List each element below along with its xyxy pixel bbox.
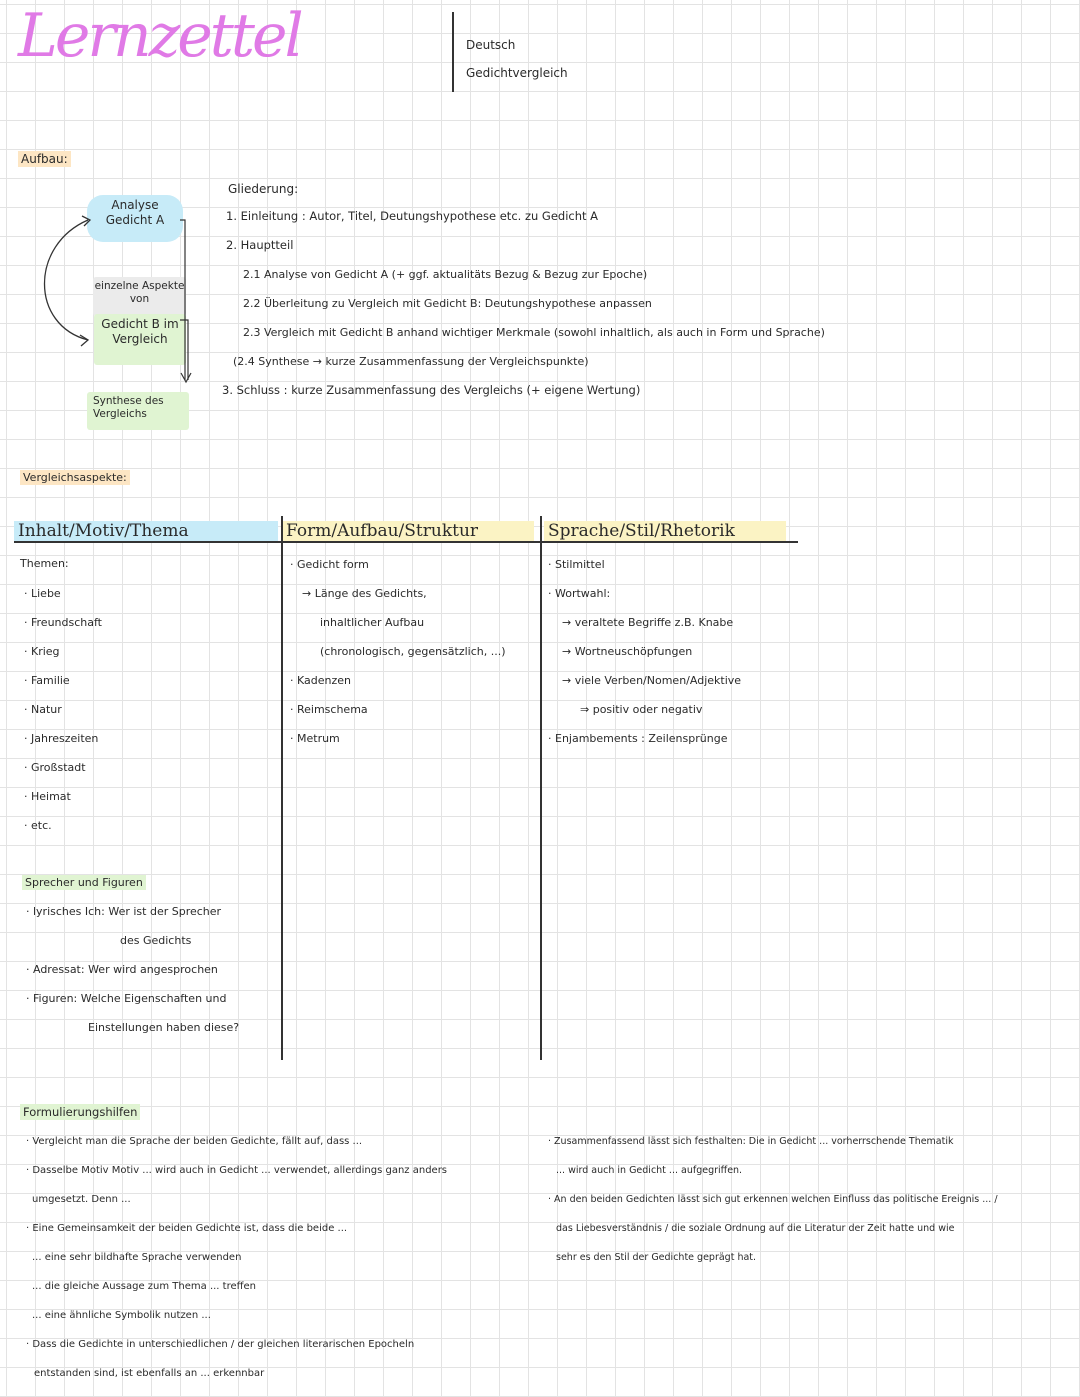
column-divider-2: [540, 516, 542, 1060]
formulierung-right-line: sehr es den Stil der Gedichte geprägt hat.: [556, 1252, 757, 1263]
down-arrow-head: [181, 373, 191, 382]
thema-item: · Familie: [24, 674, 70, 687]
formulierung-left-line: umgesetzt. Denn ...: [32, 1194, 131, 1205]
down-arrow-2: [180, 320, 188, 380]
sprecher-item: · Adressat: Wer wird angesprochen: [26, 963, 218, 976]
thema-item: · Heimat: [24, 790, 71, 803]
sprecher-label: Sprecher und Figuren: [22, 875, 146, 890]
formulierung-right-line: das Liebesverständnis / die soziale Ordnung auf die Literatur der Zeit hatte und wie: [556, 1223, 955, 1234]
formulierung-right-line: ... wird auch in Gedicht ... aufgegriffen.: [556, 1165, 743, 1176]
form-item: (chronologisch, gegensätzlich, ...): [320, 645, 506, 658]
diagram-box-aspekte-text: einzelne Aspekte von: [94, 280, 185, 306]
thema-item: · Freundschaft: [24, 616, 102, 629]
sprecher-item: Einstellungen haben diese?: [88, 1021, 240, 1034]
col-header-form: Form/Aufbau/Struktur: [282, 521, 534, 541]
sprecher-item: des Gedichts: [120, 934, 192, 947]
thema-item: · Natur: [24, 703, 62, 716]
thema-item: · etc.: [24, 819, 52, 832]
formulierung-left-line: · Vergleicht man die Sprache der beiden Gedichte, fällt auf, dass ...: [26, 1136, 363, 1147]
col-header-sprache: Sprache/Stil/Rhetorik: [544, 521, 786, 541]
thema-item: · Großstadt: [24, 761, 86, 774]
page-title: Lernzettel: [18, 1, 301, 71]
themen-label: Themen:: [20, 557, 69, 570]
gliederung-line-7: 3. Schluss : kurze Zusammenfassung des Vergleichs (+ eigene Wertung): [222, 383, 641, 397]
col-header-inhalt: Inhalt/Motiv/Thema: [14, 521, 278, 541]
sprache-item: · Stilmittel: [548, 558, 605, 571]
gliederung-line-2: 2. Hauptteil: [226, 238, 294, 252]
thema-item: · Jahreszeiten: [24, 732, 99, 745]
gliederung-line-6: (2.4 Synthese → kurze Zusammenfassung der Vergleichspunkte): [233, 355, 589, 368]
loop-arrow: [45, 220, 89, 340]
loop-arrow-head-bottom: [80, 335, 88, 346]
formulierung-left-line: ... eine sehr bildhafte Sprache verwenden: [32, 1252, 242, 1263]
sprecher-item: · Figuren: Welche Eigenschaften und: [26, 992, 227, 1005]
formulierung-left-line: ... eine ähnliche Symbolik nutzen ...: [32, 1310, 211, 1321]
diagram-box-analyse-text: Analyse Gedicht A: [105, 198, 165, 227]
vergleich-label: Vergleichsaspekte:: [20, 470, 130, 485]
form-item: · Metrum: [290, 732, 340, 745]
formulierung-left-line: entstanden sind, ist ebenfalls an ... erkennbar: [34, 1368, 265, 1379]
formulierung-right-line: · Zusammenfassend lässt sich festhalten: Die in Gedicht ... vorherrschende Thematik: [548, 1136, 954, 1147]
sprache-item: → viele Verben/Nomen/Adjektive: [562, 674, 742, 687]
gliederung-title: Gliederung:: [228, 182, 299, 196]
form-item: → Länge des Gedichts,: [302, 587, 427, 600]
formulierung-left-line: · Dasselbe Motiv Motiv ... wird auch in Gedicht ... verwendet, allerdings ganz anders: [26, 1165, 448, 1176]
topic-label: Gedichtvergleich: [466, 66, 568, 80]
formulierung-label: Formulierungshilfen: [20, 1104, 140, 1120]
table-header-line: [14, 541, 798, 543]
sprache-item: ⇒ positiv oder negativ: [580, 703, 703, 716]
formulierung-left-line: ... die gleiche Aussage zum Thema ... treffen: [32, 1281, 257, 1292]
formulierung-right-line: · An den beiden Gedichten lässt sich gut erkennen welchen Einfluss das politische Ereignis ... /: [548, 1194, 998, 1205]
form-item: · Gedicht form: [290, 558, 369, 571]
gliederung-line-4: 2.2 Überleitung zu Vergleich mit Gedicht B: Deutungshypothese anpassen: [243, 297, 652, 310]
form-item: · Reimschema: [290, 703, 368, 716]
sprache-item: · Enjambements : Zeilensprünge: [548, 732, 728, 745]
gliederung-line-5: 2.3 Vergleich mit Gedicht B anhand wichtiger Merkmale (sowohl inhaltlich, als auch in Form und Sprache): [243, 326, 825, 339]
form-item: · Kadenzen: [290, 674, 351, 687]
subject-label: Deutsch: [466, 38, 516, 52]
aufbau-label: Aufbau:: [18, 151, 71, 167]
diagram-box-synthese-text: Synthese des Vergleichs: [93, 395, 164, 421]
formulierung-left-line: · Dass die Gedichte in unterschiedlichen / der gleichen literarischen Epocheln: [26, 1339, 415, 1350]
diagram-box-vergleich-text: Gedicht B im Vergleich: [101, 317, 179, 346]
sprecher-item: · lyrisches Ich: Wer ist der Sprecher: [26, 905, 222, 918]
gliederung-line-3: 2.1 Analyse von Gedicht A (+ ggf. aktualitäts Bezug & Bezug zur Epoche): [243, 268, 648, 281]
thema-item: · Krieg: [24, 645, 60, 658]
sprache-item: · Wortwahl:: [548, 587, 611, 600]
column-divider-1: [281, 516, 283, 1060]
sprache-item: → veraltete Begriffe z.B. Knabe: [562, 616, 734, 629]
gliederung-line-1: 1. Einleitung : Autor, Titel, Deutungshypothese etc. zu Gedicht A: [226, 209, 599, 223]
thema-item: · Liebe: [24, 587, 61, 600]
title-divider: [452, 12, 454, 92]
form-item: inhaltlicher Aufbau: [320, 616, 425, 629]
diagram-arrows: [30, 190, 205, 400]
formulierung-left-line: · Eine Gemeinsamkeit der beiden Gedichte ist, dass die beide ...: [26, 1223, 348, 1234]
sprache-item: → Wortneuschöpfungen: [562, 645, 693, 658]
down-arrow: [180, 220, 185, 380]
